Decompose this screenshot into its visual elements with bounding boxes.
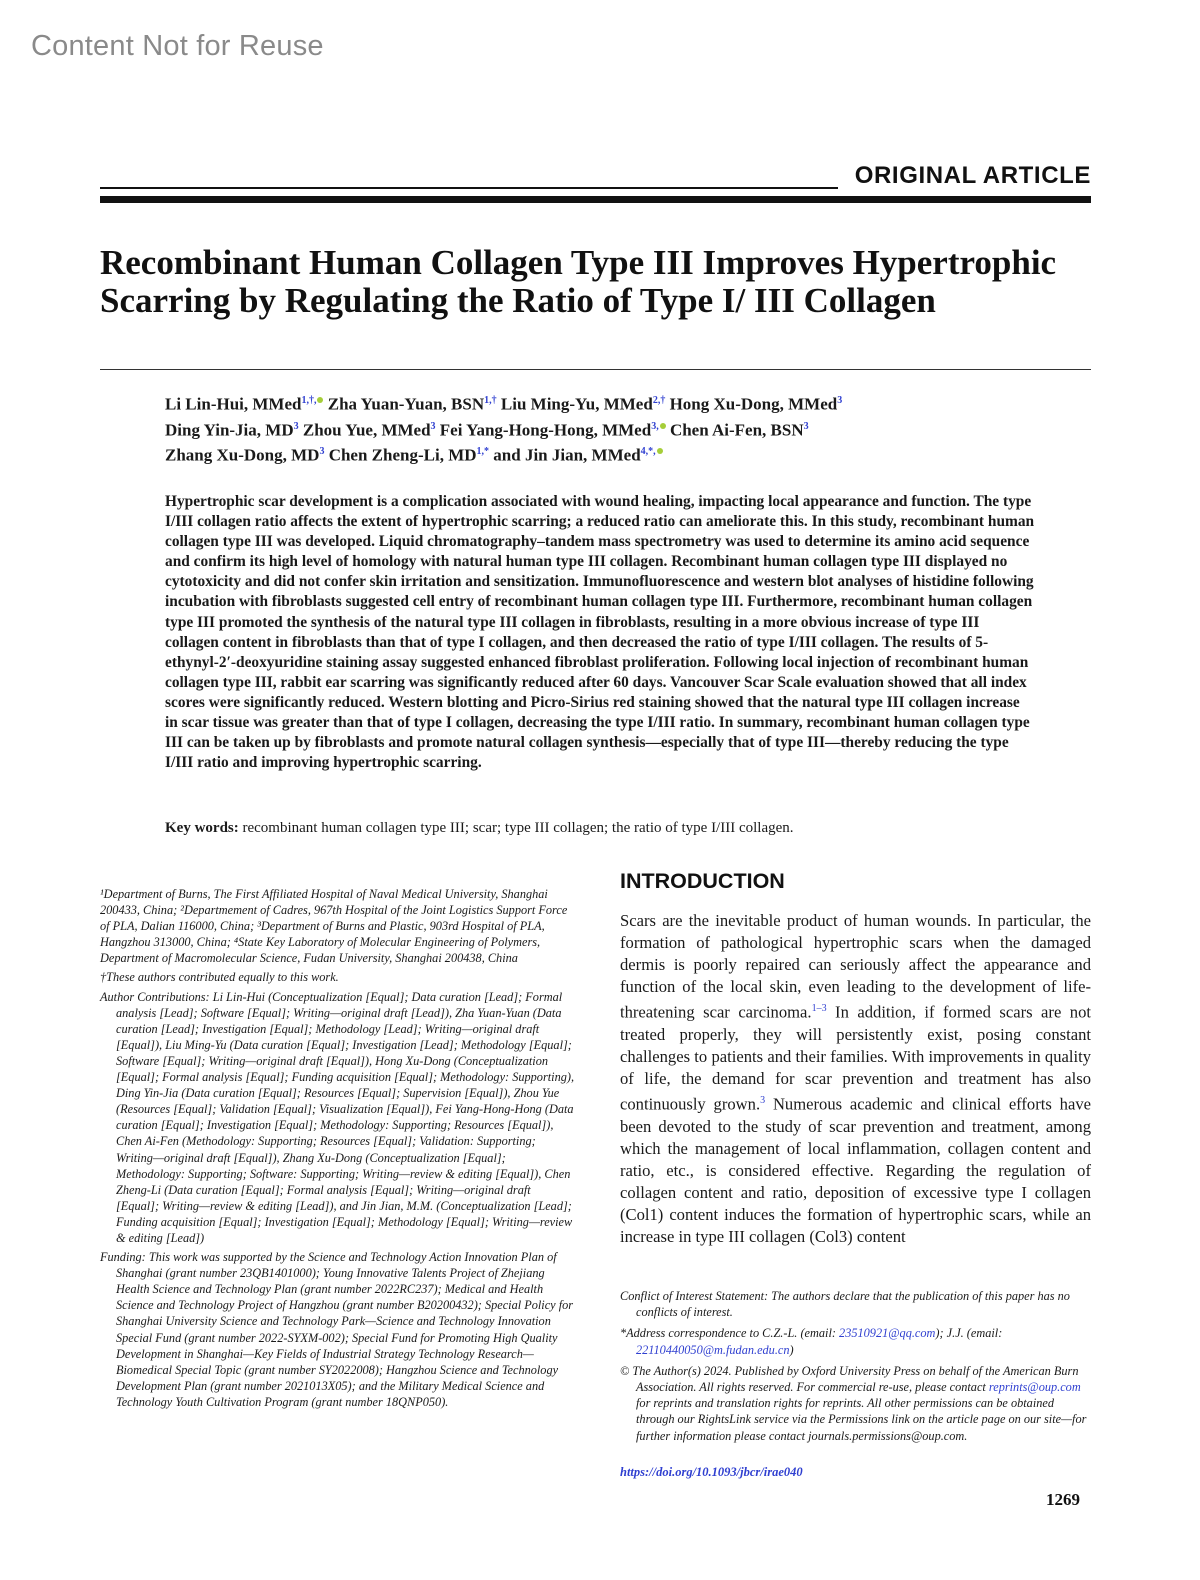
footnotes-left [100, 886, 575, 1413]
header-thick-rule [100, 196, 1091, 203]
orcid-icon[interactable] [660, 423, 666, 429]
author-affiliation-sup[interactable]: 3 [319, 446, 325, 458]
author-name: Zhou Yue, MMed [302, 420, 431, 440]
footnotes-right [620, 1288, 1095, 1449]
correspondence-prefix: *Address correspondence to C.Z.-L. (email: [620, 1326, 840, 1341]
author-name: Zha Yuan-Yuan, BSN [327, 394, 485, 414]
author-name: Jin Jian, MMed [524, 445, 641, 465]
reference-link[interactable]: 1–3 [811, 1003, 827, 1015]
author-conjunction: and [493, 445, 521, 465]
author-affiliation-sup[interactable]: 1,* [476, 446, 490, 458]
email-link[interactable]: 23510921@qq.com [839, 1326, 936, 1341]
copyright-suffix: for reprints and translation rights for reprints. All other permissions can be obtained through our RightsLink service via the Permissions link on the article page on our site—for further information please contact journals.permissions@oup.com. [636, 1396, 1087, 1443]
email-link[interactable]: 22110440050@m.fudan.edu.cn [636, 1342, 790, 1357]
author-name: Chen Zheng-Li, MD [328, 445, 477, 465]
author-affiliation-sup[interactable]: 3 [430, 420, 436, 432]
keywords [165, 818, 1035, 838]
author-affiliation-sup[interactable]: 3 [837, 395, 843, 406]
reference-link[interactable]: 3 [760, 1095, 766, 1107]
email-link[interactable]: reprints@oup.com [988, 1380, 1081, 1395]
keywords-text: recombinant human collagen type III; scar; type III collagen; the ratio of type I/III collagen. [242, 820, 794, 836]
author-name: Liu Ming-Yu, MMed [500, 394, 653, 414]
author-name: Chen Ai-Fen, BSN [669, 420, 804, 440]
author-name: Ding Yin-Jia, MD [165, 420, 294, 440]
author-name: Li Lin-Hui, MMed [165, 394, 302, 414]
author-affiliation-sup[interactable]: 2,† [652, 395, 666, 406]
author-affiliation-sup[interactable]: 1,† [484, 395, 497, 406]
article-type-header [100, 160, 1091, 194]
author-name: Fei Yang-Hong-Hong, MMed [439, 420, 652, 440]
author-affiliation-sup[interactable]: 3 [293, 420, 299, 432]
author-affiliation-sup[interactable]: 1,†, [301, 395, 317, 406]
article-type-label: ORIGINAL ARTICLE [854, 162, 1091, 189]
author-name: Zhang Xu-Dong, MD [165, 445, 320, 465]
orcid-icon[interactable] [317, 397, 323, 403]
watermark-text: Content Not for Reuse [31, 30, 324, 62]
header-thin-rule [100, 187, 838, 189]
author-list [165, 390, 1045, 467]
intro-text-part: Scars are the inevitable product of human wounds. In particular, the formation of pathological hypertrophic scars when the damaged dermis is poorly repaired can seriously affect the appearance and function of the local skin, even leading to the development of life-threatening scar carcinoma. [620, 911, 1091, 1022]
correspondence-suffix: ) [789, 1342, 794, 1357]
author-affiliation-sup[interactable]: 3, [651, 420, 659, 432]
article-title: Recombinant Human Collagen Type III Improves Hypertrophic Scarring by Regulating the Ratio of Type I/ III Collagen [100, 243, 1057, 320]
copyright-note [620, 1363, 1095, 1444]
page-number: 1269 [1046, 1490, 1080, 1509]
intro-text-part: In addition, if formed scars are not treated properly, they will persistently exist, posing constant challenges to patients and their families. With improvements in quality of life, the demand for scar prevention and treatment has also continuously grown. [620, 1002, 1091, 1114]
author-affiliation-sup[interactable]: 4,*, [640, 446, 656, 458]
author-name: Hong Xu-Dong, MMed [669, 394, 838, 414]
conflict-of-interest: Conflict of Interest Statement: The authors declare that the publication of this paper has no conflicts of interest. [620, 1289, 1070, 1320]
introduction-heading: INTRODUCTION [620, 869, 785, 893]
affiliations: ¹Department of Burns, The First Affiliated Hospital of Naval Medical University, Shanghai 200433, China; ²Departmement of Cadres, 967th Hospital of the Joint Logistics Support Force of PLA, Dalian 116000, China; ³Department of Burns and Plastic, 903rd Hospital of PLA, Hangzhou 313000, China; ⁴State Key Laboratory of Molecular Engineering of Polymers, Department of Macromolecular Science, Fudan University, Shanghai 200438, China [100, 887, 568, 966]
abstract: Hypertrophic scar development is a complication associated with wound healing, impacting local appearance and function. The type I/III collagen ratio affects the extent of hypertrophic scarring; a reduced ratio can ameliorate this. In this study, recombinant human collagen type III was developed. Liquid chromatography–tandem mass spectrometry was used to determine its amino acid sequence and confirm its high level of homology with natural human type III collagen. Recombinant human collagen type III displayed no cytotoxicity and did not confer skin irritation and sensitization. Immunofluorescence and western blot analyses of histidine following incubation with fibroblasts suggested cell entry of recombinant human collagen type III. Furthermore, recombinant human collagen type III promoted the synthesis of the natural type III collagen in fibroblasts, resulting in a more obvious increase of type III collagen content in fibroblasts than that of type I collagen, and then decreased the ratio of type I/III collagen. The results of 5-ethynyl-2′-deoxyuridine staining assay suggested enhanced fibroblast proliferation. Following local injection of recombinant human collagen type III, rabbit ear scarring was significantly reduced after 60 days. Vancouver Scar Scale evaluation showed that all index scores were significantly reduced. Western blotting and Picro-Sirius red staining showed that the natural type III collagen increase in scar tissue was greater than that of type I collagen, decreasing the type I/III ratio. In summary, recombinant human collagen type III can be taken up by fibroblasts and promote natural collagen synthesis—especially that of type III—thereby reducing the type I/III ratio and improving hypertrophic scarring. [165, 493, 1035, 772]
author-contributions: Author Contributions: Li Lin-Hui (Conceptualization [Equal]; Data curation [Lead]; Formal analysis [Lead]; Software [Equal]; Writing—original draft [Lead]), Zha Yuan-Yuan (Data curation [Lead]; Investigation [Equal]; Methodology [Lead]; Writing—original draft [Equal]), Liu Ming-Yu (Data curation [Equal]; Investigation [Lead]; Methodology [Equal]; Software [Equal]; Writing—original draft [Equal]), Hong Xu-Dong (Conceptualization [Equal]; Formal analysis [Equal]; Funding acquisition [Equal]; Methodology: Supporting), Ding Yin-Jia (Data curation [Equal]; Resources [Equal]; Supervision [Equal]), Zhou Yue (Resources [Equal]; Validation [Equal]; Visualization [Equal]), Fei Yang-Hong-Hong (Data curation [Equal]; Investigation [Equal]; Methodology: Supporting; Resources [Equal]), Chen Ai-Fen (Methodology: Supporting; Resources [Equal]; Validation: Supporting; Writing—original draft [Equal]), Zhang Xu-Dong (Conceptualization [Equal]; Methodology: Supporting; Software: Supporting; Writing—review & editing [Equal]), Chen Zheng-Li (Data curation [Equal]; Formal analysis [Equal]; Writing—original draft [Equal]; Writing—review & editing [Lead]), and Jin Jian, M.M. (Conceptualization [Lead]; Funding acquisition [Equal]; Investigation [Equal]; Methodology [Equal]; Writing—review & editing [Lead]) [100, 989, 575, 1245]
title-rule [100, 369, 1091, 370]
doi-link[interactable]: https://doi.org/10.1093/jbcr/irae040 [620, 1465, 803, 1479]
orcid-icon[interactable] [657, 448, 663, 454]
correspondence-note [620, 1325, 1095, 1357]
funding-statement: Funding: This work was supported by the Science and Technology Action Innovation Plan of Shanghai (grant number 23QB1401000); Young Innovative Talents Project of Zhejiang Health Science and Technology Plan (grant number 2022RC237); Medical and Health Science and Technology Project of Hangzhou (grant number B20200432); Special Policy for Shanghai University Science and Technology Park—Science and Technology Innovation Special Fund (grant number 2022-SYXM-002); Special Fund for Promoting High Quality Development in Shanghai—Key Fields of Industrial Strategy Technology Research—Biomedical Special Topic (grant number SY2022008); Hangzhou Science and Technology Development Plan (grant number 2021013X05); and the Military Medical Science and Technology Youth Cultivation Program (grant number 18QNP050). [100, 1250, 574, 1409]
correspondence-middle: ); J.J. (email: [935, 1326, 1003, 1341]
equal-contribution-note: †These authors contributed equally to this work. [100, 970, 339, 985]
introduction-text [620, 910, 1091, 1248]
author-affiliation-sup[interactable]: 3 [803, 420, 809, 432]
copyright-prefix: © The Author(s) 2024. Published by Oxford University Press on behalf of the American Burn Association. All rights reserved. For commercial re-use, please contact [620, 1363, 1079, 1395]
keywords-label: Key words: [165, 820, 239, 836]
intro-text-part: Numerous academic and clinical efforts have been devoted to the study of scar prevention and treatment, among which the management of local inflammation, collagen content and ratio, etc., is considered effective. Regarding the regulation of collagen content and ratio, deposition of excessive type I collagen (Col1) content induces the formation of hypertrophic scars, while an increase in type III collagen (Col3) content [620, 1094, 1091, 1247]
